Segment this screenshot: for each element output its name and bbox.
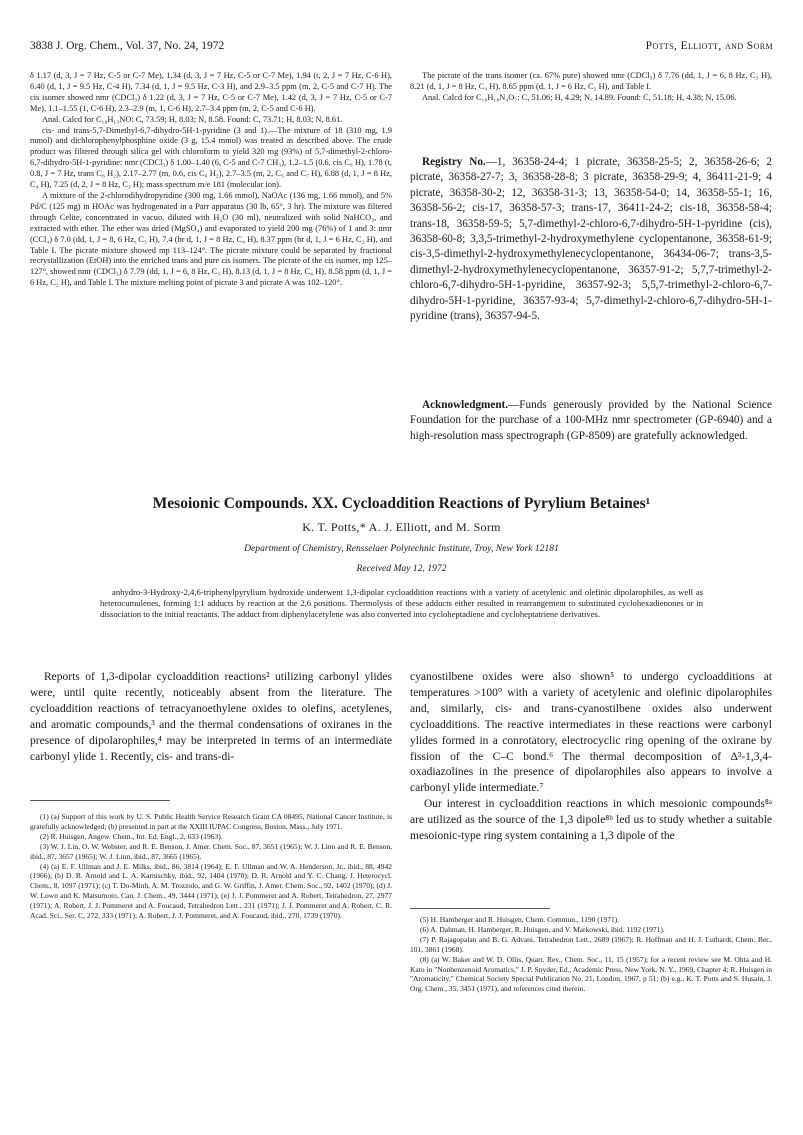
- registry-text: —1, 36358-24-4; 1 picrate, 36358-25-5; 2, 36358-26-6; 2 picrate, 36358-27-7; 3, 36358-28-8; 3 picrate, 36358-29-9; 4, 36411-21-9; 4 picrate, 36358-30-2; 12, 36358-31-3; 13, 36358-54-0; 14, 36358-55-1; 16, 36358-56-2; cis-17, 36358-57-3; trans-17, 36411-24-2; cis-18, 36358-58-4; trans-18, 36358-59-5; 5,7-dimethyl-2-chloro-6,7-dihydro-5H-1-pyridine (cis), 36358-60-8; 3,3,5-trimethyl-2-hydroxymethylene cyclopentanone, 36358-61-9; cis-3,5-dimethyl-2-hydroxymethylenecyclopentanone, 36434-06-7; trans-3,5-dimethyl-2-hydroxymethylenecyclopentanone, 36357-91-2; 5,7,7-trimethyl-2-chloro-6,7-dihydro-5H-1-pyridine, 36357-92-3; 5,5,7-trimethyl-2-chloro-6,7-dihydro-5H-1-pyridine, 36357-93-4; 5,7-dimethyl-2-chloro-6,7-dihydro-5H-1-pyridine (trans), 36357-94-5.: [410, 156, 772, 323]
- article-authors: K. T. Potts,* A. J. Elliott, and M. Sorm: [302, 520, 501, 534]
- footnote: (1) (a) Support of this work by U. S. Public Health Service Research Grant CA 08495, National Cancer Institute, is gratefully acknowledged; (b) presented in part at the XXIII IUPAC Congress, Boston, Mass., July 1971.: [30, 812, 392, 831]
- footnote: (6) A. Dahman, H. Hamberger, R. Huisgen, and V. Markowski, ibid. 1192 (1971).: [420, 924, 665, 934]
- footnote: (3) W. J. Lin, O. W. Webster, and R. E. Benson, J. Amer. Chem. Soc., 87, 3651 (1965); W. J. Linn and R. E. Benson, ibid., 87, 3657 (1965); W. J. Linn, ibid., 87, 3665 (1965).: [30, 841, 392, 861]
- footnote-rule: [30, 800, 170, 801]
- experimental-text-left: [30, 71, 392, 289]
- running-header: [30, 40, 773, 56]
- body-text-left: [30, 670, 392, 765]
- paragraph: The picrate of the trans isomer (ca. 67% pure) showed nmr (CDCl₃) δ 7.76 (dd, 1, J = 6, 8 Hz, C₃ H), 8.21 (d, 1, J = 8 Hz, C₄ H), 8.65 ppm (d, 1, J = 6 Hz, C₂ H), and Table I.: [410, 71, 772, 91]
- paragraph: Anal. Calcd for C₁₆H₁₈N₄O₇: C, 51.06; H, 4.29; N, 14.89. Found: C, 51.18; H, 4.38; N, 15.06.: [422, 92, 737, 102]
- body-text-right: [410, 670, 772, 845]
- paragraph: Reports of 1,3-dipolar cycloaddition reactions² utilizing carbonyl ylides were, until quite recently, noticeably absent from the literature. The cycloaddition reactions of tetracyanoethylene oxides to olefins, acetylenes, and aromatic compounds,³ and the thermal condensations of oxiranes in the presence of dipolarophiles,⁴ may be interpreted in terms of an intermediate carbonyl ylide 1. Recently, cis- and trans-di-: [30, 671, 392, 763]
- affiliation: Department of Chemistry, Rensselaer Polytechnic Institute, Troy, New York 12181: [244, 543, 559, 554]
- footnotes-left: [30, 812, 392, 921]
- received-date: Received May 12, 1972: [356, 563, 447, 574]
- footnote-rule: [410, 908, 550, 909]
- article-title: Mesoionic Compounds. XX. Cycloaddition Reactions of Pyrylium Betaines¹: [152, 495, 651, 512]
- footnote: (7) P. Rajagopalan and B. G. Advani, Tetrahedron Lett., 2689 (1967); R. Hoffman and H. J. Luthardt, Chem. Ber., 101, 3861 (1968).: [410, 934, 772, 954]
- experimental-text-right: [410, 71, 772, 104]
- paragraph: A mixture of the 2-chlorodihydropyridine (300 mg, 1.66 mmol), NaOAc (136 mg, 1.66 mmol), and 5% Pd/C (125 mg) in HOAc was hydrogenated in a Parr apparatus (30 lb, 65°, 3 hr). The mixture was filtered through Celite, concentrated in vacuo, diluted with H₂O (30 ml), neutralized with solid NaHCO₃, and extracted with ether. The ether was dried (MgSO₄) and evaporated to yield 200 mg (76%) of 1 and 3: nmr (CCl₄) δ 7.0 (dd, 1, J = 8, 6 Hz, C₃ H), 7.4 (br d, 1, J = 8 Hz, C₄ H), 8.37 ppm (br d, 1, J = 6 Hz, C₂ H), and Table I. The picrate mixture showed mp 113–124°. The picrate mixture could be separated by fractional recrystallization (EtOH) into the enriched trans and pure cis isomers. The picrate of the cis isomer, mp 125–127°, showed nmr (CDCl₃) δ 7.79 (dd, 1, J = 6, 8 Hz, C₃ H), 8.13 (d, 1, J = 8 Hz, C₄ H), 8.58 ppm (d, 1, J = 6 Hz, C₂ H), and Table I. The mixture melting point of picrate 3 and picrate A was 102–120°.: [30, 190, 392, 288]
- footnote: (5) H. Hamberger and R. Huisgen, Chem. Commun., 1190 (1971).: [420, 915, 620, 924]
- paragraph: cis- and trans-5,7-Dimethyl-6,7-dihydro-5H-1-pyridine (3 and 1).—The mixture of 18 (310 mg, 1.9 mmol) and dichlorophenylphosphine oxide (3 g, 15.4 mmol) was treated as described above. The crude product was filtered through silica gel with chloroform to yield 320 mg (93%) of 5,7-dimethyl-2-chloro-6,7-dihydro-5H-1-pyridine: nmr (CDCl₃) δ 1.00–1.40 (6, C-5 and C-7 CH₃), 1.2–1.5 (0.6, cis C₆ H), 1.78 (t, 0.8, J = 7 Hz, trans C₆ H₂), 2.17–2.77 (m, 0.6, cis C₆ H₂), 2.7–3.5 (m, 2, C₅ and C₇ H), 6.88 (d, 1, J = 8 Hz, C₄ H), 7.25 (d, 2, J = 8 Hz, C₃ H); mass spectrum m/e 181 (molecular ion).: [30, 125, 392, 190]
- acknowledgment-text: —Funds generously provided by the National Science Foundation for the purchase of a 100-MHz nmr spectrometer (GP-6940) and a high-resolution mass spectrograph (GP-8509) are gratefully acknowledged.: [410, 399, 772, 442]
- page-info: 3838 J. Org. Chem., Vol. 37, No. 24, 1972: [30, 40, 225, 52]
- footnote: (2) R. Huisgen, Angew. Chem., Int. Ed. Engl., 2, 633 (1963).: [40, 831, 223, 841]
- acknowledgment-heading: Acknowledgment.: [422, 399, 509, 411]
- paragraph: Our interest in cycloaddition reactions in which mesoionic compounds⁸ᵃ are utilized as the source of the 1,3 dipole⁸ᵇ led us to study whether a suitable mesoionic-type ring system containing a 1,3 dipole of the: [410, 798, 772, 843]
- footnotes-right: [410, 915, 772, 994]
- acknowledgment: [410, 398, 772, 444]
- registry-numbers: [410, 155, 772, 324]
- header-authors: Potts, Elliott, and Sorm: [645, 40, 773, 52]
- paragraph: cyanostilbene oxides were also shown⁵ to undergo cycloadditions at temperatures >100° with a variety of acetylenic and olefinic dipolarophiles and, similarly, cis- and trans-cyanostilbene oxides also underwent cycloadditions. The reactive intermediates in these reactions were carbonyl ylides formed in a conrotatory, electrocyclic ring opening of the oxirane by fission of the C–C bond.⁶ The thermal decomposition of Δ³-1,3,4-oxadiazolines in the presence of dipolarophiles also appears to involve a carbonyl ylide intermediate.⁷: [410, 671, 772, 795]
- footnote: (8) (a) W. Baker and W. D. Ollis, Quart. Rev., Chem. Soc., 11, 15 (1957); for a recent review see M. Ohta and H. Kato in "Nonbenzenoid Aromatics," J. P. Snyder, Ed., Academic Press, New York, N. Y., 1969, Chapter 4; R. Huisgen in "Aromaticity," Chemical Society Special Publication No. 21, London, 1967, p 51; (b) e.g., K. T. Potts and S. Husain, J. Org. Chem., 35, 3451 (1971), and references cited therein.: [410, 954, 772, 994]
- abstract: anhydro-3-Hydroxy-2,4,6-triphenylpyrylium hydroxide underwent 1,3-dipolar cycloaddition reactions with a variety of acetylenic and olefinic dipolarophiles, as well as heterocumulenes, forming 1:1 adducts by reaction at the 2,6 positions. Thermolysis of these adducts either resulted in rearrangement to substituted cyclohexadienones or in dissociation to the initial reactants. The adduct from diphenylacetylene was also converted into cycloheptadiene and cycloheptatriene derivatives.: [100, 587, 703, 619]
- paragraph: δ 1.17 (d, 3, J = 7 Hz, C-5 or C-7 Me), 1.34 (d, 3, J = 7 Hz, C-5 or C-7 Me), 1.94 (t, 2, J = 7 Hz, C-6 H), 6.40 (d, 1, J = 9.5 Hz, C-4 H), 7.34 (d, 1, J = 9.5 Hz, C-3 H), and 2.9–3.5 ppm (m, 2, C-5 and C-7 H). The cis isomer showed nmr (CDCl₃) δ 1.22 (d, 3, J = 7 Hz, C-5 or C-7 Me), 1.42 (d, 3, J = 7 Hz, C-5 or C-7 Me), 1.1–1.55 (1, C-6 H), 2.3–2.9 (m, 1, C-6 H), 2.7–3.4 ppm (m, 2, C-5 and C-6 H).: [30, 71, 392, 113]
- paragraph: Anal. Calcd for C₁₀H₁₃NO: C, 73.59; H, 8.03; N, 8.58. Found: C, 73.71; H, 8.03; N, 8.61.: [42, 114, 343, 124]
- footnote: (4) (a) E. F. Ullman and J. E. Milks, ibid., 86, 3814 (1964); E. F. Ullman and W. A. Henderson, Jr., ibid., 88, 4942 (1966); (b) D. R. Arnold and L. A. Karnischky, ibid., 92, 1404 (1970); D. R. Arnold and Y. C. Chang, J. Heterocycl. Chem., 8, 1097 (1971); (c) T. Do-Minh, A. M. Trozzolo, and G. W. Griffin, J. Amer. Chem. Soc., 92, 1402 (1970); (d) J. W. Lown and K. Matsumoto, Can. J. Chem., 49, 3444 (1971); (e) J. J. Pommeret and A. Robert, Tetrahedron, 27, 2977 (1971); A. Robert, J. J. Pommeret and A. Foucaud, Tetrahedron Lett., 231 (1971); J. J. Pommeret and A. Robert, C. R. Acad. Sci., Ser. C, 272, 333 (1971); A. Robert, J. J. Pommeret, and A. Foucaud, ibid., 270, 1739 (1970).: [30, 861, 392, 921]
- registry-heading: Registry No.: [422, 156, 486, 168]
